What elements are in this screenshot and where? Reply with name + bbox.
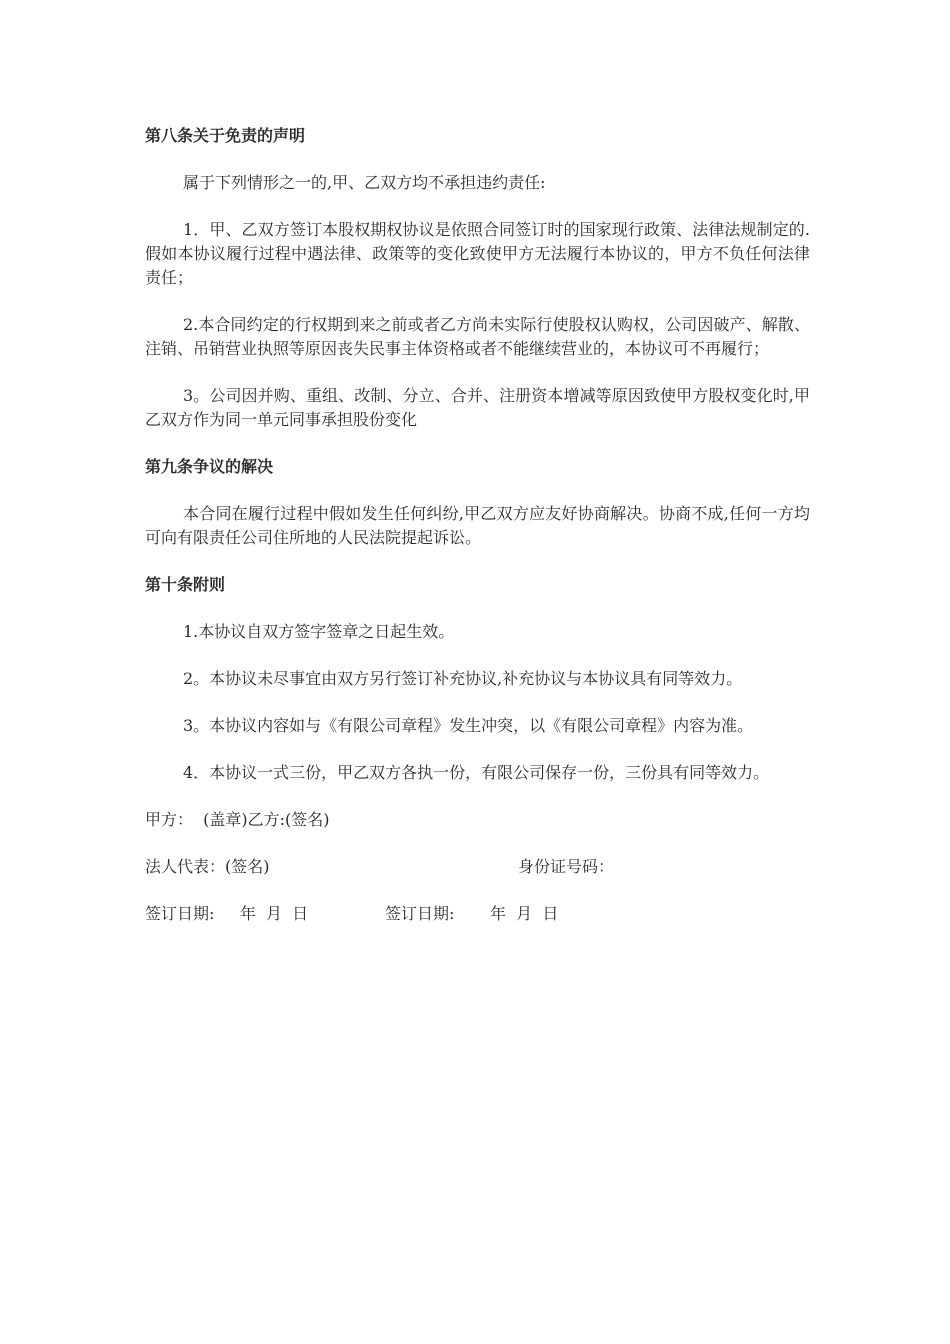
section-10-item-2: 2。本协议未尽事宜由双方另行签订补充协议,补充协议与本协议具有同等效力。	[183, 669, 743, 688]
section-10-title: 第十条附则	[145, 575, 226, 594]
section-10-item-4: 4．本协议一式三份，甲乙双方各执一份，有限公司保存一份，三份具有同等效力。	[183, 763, 770, 782]
section-8-title: 第八条关于免责的声明	[145, 126, 306, 145]
signature-date-line	[145, 902, 810, 926]
sign-date-party-a: 签订日期: 年 月 日	[145, 904, 309, 923]
section-8-item-2: 2.本合同约定的行权期到来之前或者乙方尚未实际行使股权认购权，公司因破产、解散、注销、吊销营业执照等原因丧失民事主体资格或者不能继续营业的，本协议可不再履行；	[145, 315, 810, 358]
signature-party-line	[145, 808, 810, 832]
legal-rep-signature-text: 法人代表：(签名)	[145, 857, 270, 876]
sign-date-party-b: 签订日期: 年 月 日	[385, 904, 559, 923]
section-10-item-3: 3。本协议内容如与《有限公司章程》发生冲突，以《有限公司章程》内容为准。	[183, 716, 754, 735]
section-9-body: 本合同在履行过程中假如发生任何纠纷,甲乙双方应友好协商解决。协商不成,任何一方均可向有限责任公司住所地的人民法院提起诉讼。	[145, 504, 810, 547]
signature-legal-rep-line	[145, 855, 810, 879]
document-page	[145, 124, 810, 949]
section-9-title: 第九条争议的解决	[145, 457, 274, 476]
section-8-item-3: 3。公司因并购、重组、改制、分立、合并、注册资本增减等原因致使甲方股权变化时,甲乙双方作为同一单元同事承担股份变化	[145, 386, 810, 429]
party-a-signature-text: 甲方： (盖章)乙方:(签名)	[145, 810, 330, 829]
section-10-item-1: 1.本协议自双方签字签章之日起生效。	[183, 622, 455, 641]
id-number-label: 身份证号码：	[518, 857, 615, 876]
section-8-item-1: 1．甲、乙双方签订本股权期权协议是依照合同签订时的国家现行政策、法律法规制定的.假如本协议履行过程中遇法律、政策等的变化致使甲方无法履行本协议的，甲方不负任何法律责任；	[145, 220, 810, 287]
section-8-intro: 属于下列情形之一的,甲、乙双方均不承担违约责任:	[183, 173, 546, 192]
